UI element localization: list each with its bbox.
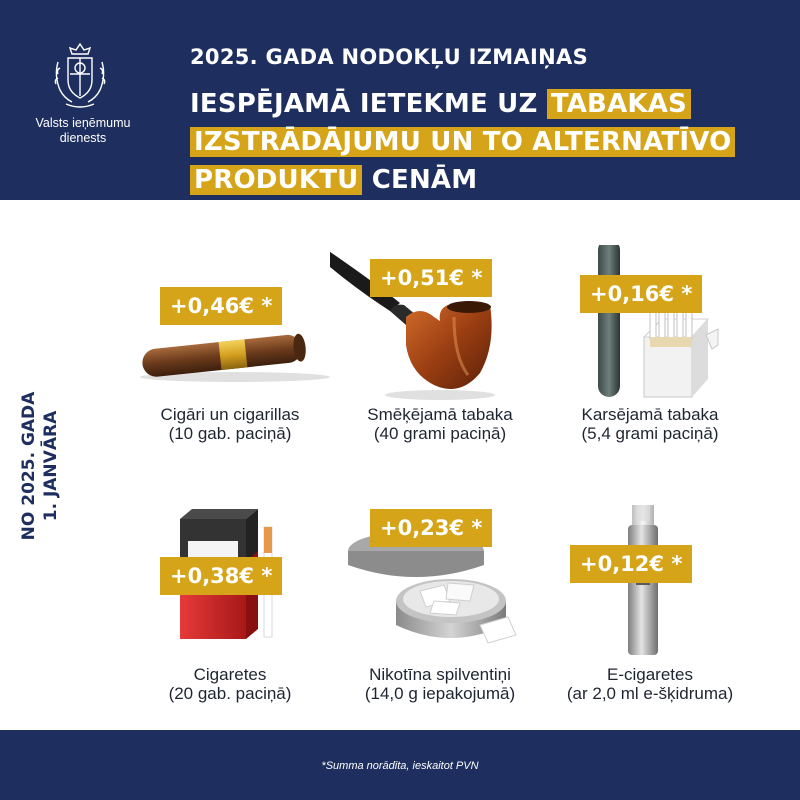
effective-date-line1: NO 2025. GADA (19, 391, 39, 541)
page-title: 2025. GADA NODOKĻU IZMAIŅAS (190, 45, 589, 69)
headline-text: IESPĒJAMĀ IETEKME UZ (190, 89, 547, 119)
product-detail: (5,4 grami paciņā) (581, 424, 719, 443)
price-change-badge: +0,38€ * (160, 557, 282, 595)
brand-name-line2: dienests (59, 131, 107, 145)
product-card-nicotine-pouches (330, 505, 550, 705)
price-change-badge: +0,46€ * (160, 287, 282, 325)
price-change-badge: +0,23€ * (370, 509, 492, 547)
effective-date-label (18, 366, 62, 566)
brand-logo[interactable] (28, 40, 132, 160)
product-caption (330, 665, 550, 703)
product-card-smoking-tobacco (330, 245, 550, 445)
product-caption (540, 405, 760, 443)
brand-name (28, 116, 138, 146)
product-detail: (40 grami paciņā) (373, 424, 507, 443)
brand-name-line1: Valsts ieņēmumu (35, 116, 131, 130)
product-detail: (20 gab. paciņā) (168, 684, 292, 703)
product-name: E-cigaretes (607, 665, 693, 684)
heated-tobacco-device-icon (540, 245, 760, 405)
effective-date-line2: 1. JANVĀRA (41, 410, 61, 522)
headline (190, 86, 790, 200)
e-cigarette-icon (540, 505, 760, 665)
product-detail: (10 gab. paciņā) (168, 424, 292, 443)
product-detail: (ar 2,0 ml e-šķidruma) (566, 684, 734, 703)
product-name: Cigaretes (193, 665, 267, 684)
header-banner (0, 0, 800, 200)
cigar-icon (120, 245, 340, 405)
product-caption (330, 405, 550, 443)
headline-text: CENĀM (362, 165, 478, 195)
headline-highlight: PRODUKTU (190, 165, 362, 195)
coat-of-arms-icon (50, 40, 110, 110)
price-change-badge: +0,16€ * (580, 275, 702, 313)
price-change-badge: +0,51€ * (370, 259, 492, 297)
product-card-e-cigarettes (540, 505, 760, 705)
headline-highlight: IZSTRĀDĀJUMU UN TO ALTERNATĪVO (190, 127, 735, 157)
product-caption (120, 665, 340, 703)
product-name: Smēķējamā tabaka (367, 405, 513, 424)
product-caption (540, 665, 760, 703)
headline-line-2 (190, 124, 790, 160)
product-card-cigars (120, 245, 340, 445)
headline-line-1 (190, 86, 790, 122)
product-detail: (14,0 g iepakojumā) (364, 684, 516, 703)
vat-footnote: *Summa norādīta, ieskaitot PVN (321, 760, 479, 772)
product-caption (120, 405, 340, 443)
price-change-badge: +0,12€ * (570, 545, 692, 583)
product-name: Cigāri un cigarillas (160, 405, 300, 424)
product-name: Nikotīna spilventiņi (369, 665, 511, 684)
product-name: Karsējamā tabaka (581, 405, 719, 424)
footer-banner (0, 730, 800, 800)
product-card-cigarettes (120, 505, 340, 705)
product-card-heated-tobacco (540, 245, 760, 445)
headline-line-3 (190, 162, 790, 198)
headline-highlight: TABAKAS (547, 89, 691, 119)
